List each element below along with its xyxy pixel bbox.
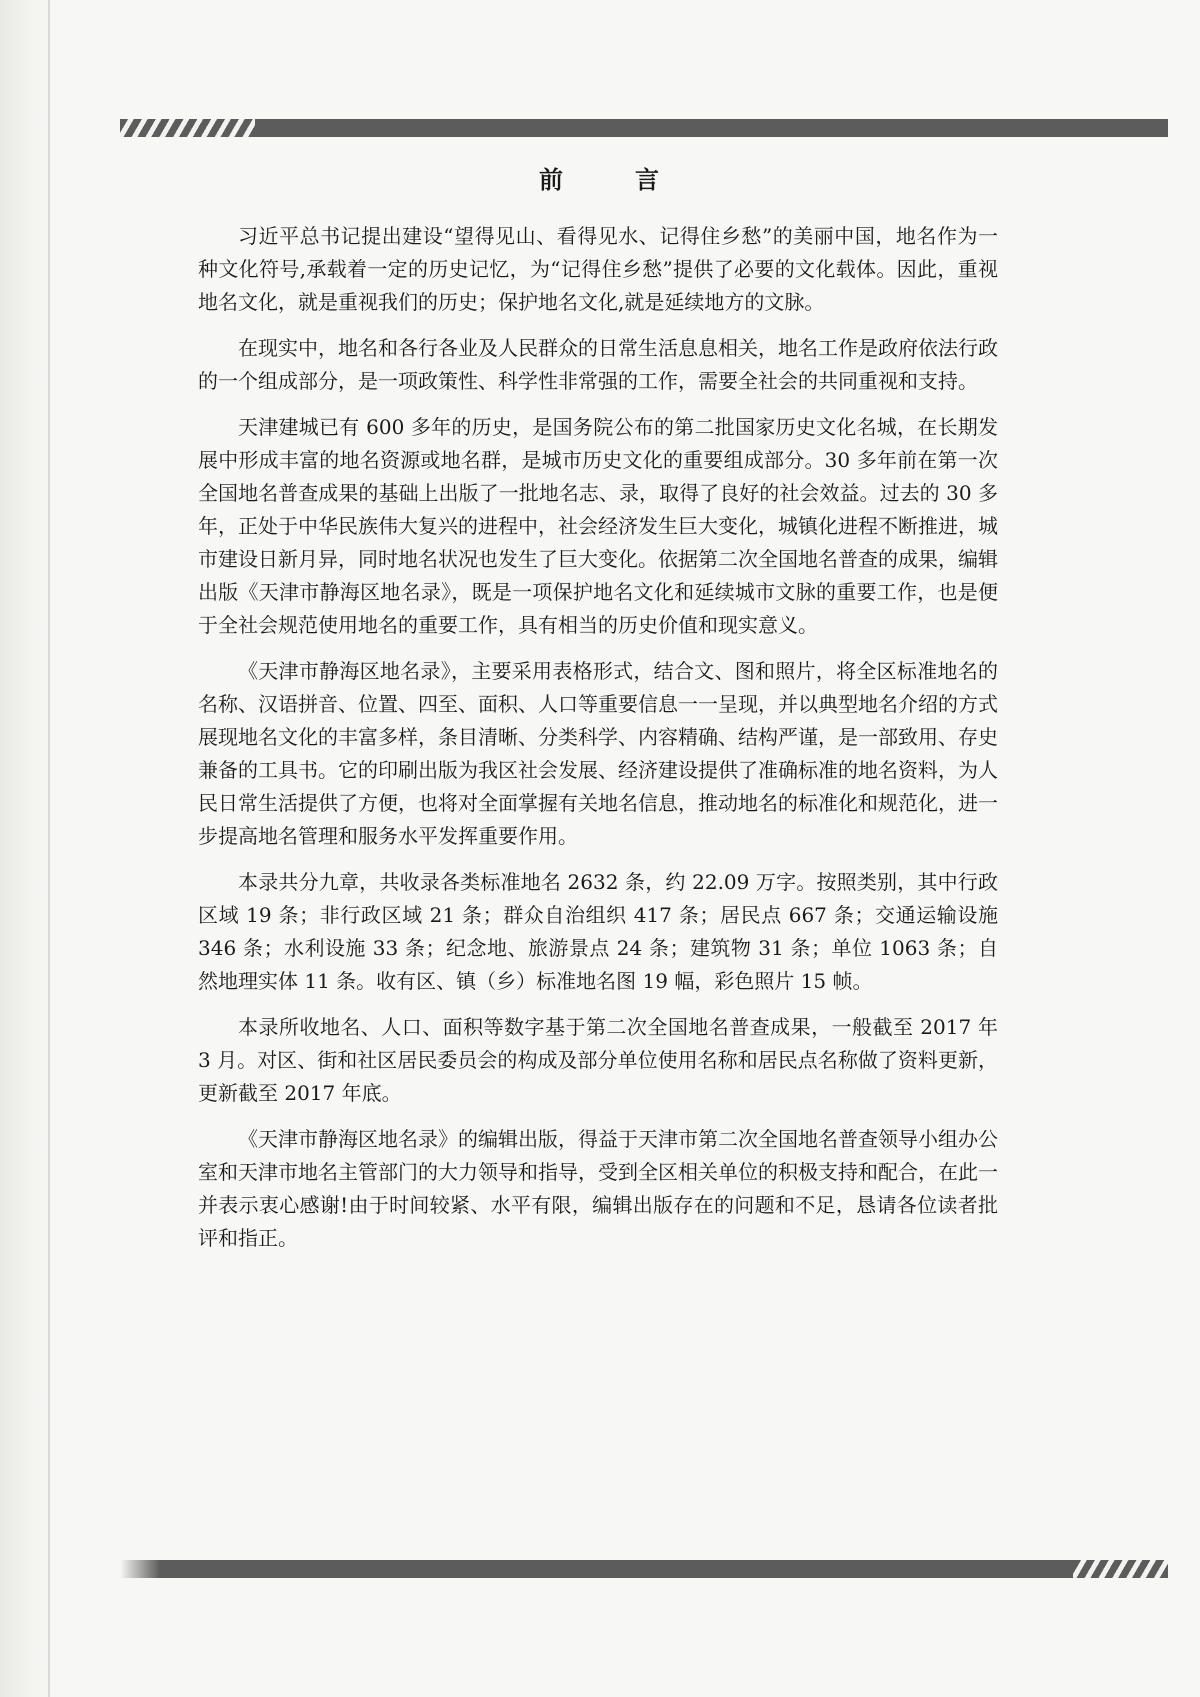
footer-decorative-band: [120, 1560, 1168, 1578]
preface-content: [198, 160, 998, 1268]
paragraph-5: 本录共分九章，共收录各类标准地名 2632 条，约 22.09 万字。按照类别，其中行政区域 19 条；非行政区域 21 条；群众自治组织 417 条；居民点 667 条；交通运输设施 346 条；水利设施 33 条；纪念地、旅游景点 24 条；建筑物 31 条；单位 1063 条；自然地理实体 11 条。收有区、镇（乡）标准地名图 19 幅，彩色照片 15 帧。: [198, 870, 998, 993]
paragraph-2: 在现实中，地名和各行各业及人民群众的日常生活息息相关，地名工作是政府依法行政的一个组成部分，是一项政策性、科学性非常强的工作，需要全社会的共同重视和支持。: [198, 336, 998, 393]
header-band-stripes: [120, 119, 255, 137]
paragraph-6: 本录所收地名、人口、面积等数字基于第二次全国地名普查成果，一般截至 2017 年 3 月。对区、街和社区居民委员会的构成及部分单位使用名称和居民点名称做了资料更新，更新截至 2017 年底。: [198, 1015, 998, 1105]
paragraph-7: 《天津市静海区地名录》的编辑出版，得益于天津市第二次全国地名普查领导小组办公室和天津市地名主管部门的大力领导和指导，受到全区相关单位的积极支持和配合，在此一并表示衷心感谢!由于时间较紧、水平有限，编辑出版存在的问题和不足，恳请各位读者批评和指正。: [198, 1127, 998, 1250]
page-binding-shadow: [0, 0, 60, 1697]
page-binding-edge: [48, 0, 50, 1697]
paragraph-3: 天津建城已有 600 多年的历史，是国务院公布的第二批国家历史文化名城，在长期发展中形成丰富的地名资源或地名群，是城市历史文化的重要组成部分。30 多年前在第一次全国地名普查成果的基础上出版了一批地名志、录，取得了良好的社会效益。过去的 30 多年，正处于中华民族伟大复兴的进程中，社会经济发生巨大变化，城镇化进程不断推进，城市建设日新月异，同时地名状况也发生了巨大变化。依据第二次全国地名普查的成果，编辑出版《天津市静海区地名录》，既是一项保护地名文化和延续城市文脉的重要工作，也是便于全社会规范使用地名的重要工作，具有相当的历史价值和现实意义。: [198, 415, 998, 637]
page-title: 前 言: [539, 166, 683, 194]
paragraph-4: 《天津市静海区地名录》，主要采用表格形式，结合文、图和照片，将全区标准地名的名称、汉语拼音、位置、四至、面积、人口等重要信息一一呈现，并以典型地名介绍的方式展现地名文化的丰富多样，条目清晰、分类科学、内容精确、结构严谨，是一部致用、存史兼备的工具书。它的印刷出版为我区社会发展、经济建设提供了准确标准的地名资料，为人民日常生活提供了方便，也将对全面掌握有关地名信息，推动地名的标准化和规范化，进一步提高地名管理和服务水平发挥重要作用。: [198, 659, 998, 848]
footer-band-fade: [120, 1560, 160, 1578]
footer-band-stripes: [1073, 1560, 1168, 1578]
header-decorative-band: [120, 119, 1168, 137]
paragraph-1: 习近平总书记提出建设“望得见山、看得见水、记得住乡愁”的美丽中国，地名作为一种文化符号,承载着一定的历史记忆，为“记得住乡愁”提供了必要的文化载体。因此，重视地名文化，就是重视我们的历史；保护地名文化,就是延续地方的文脉。: [198, 224, 998, 314]
